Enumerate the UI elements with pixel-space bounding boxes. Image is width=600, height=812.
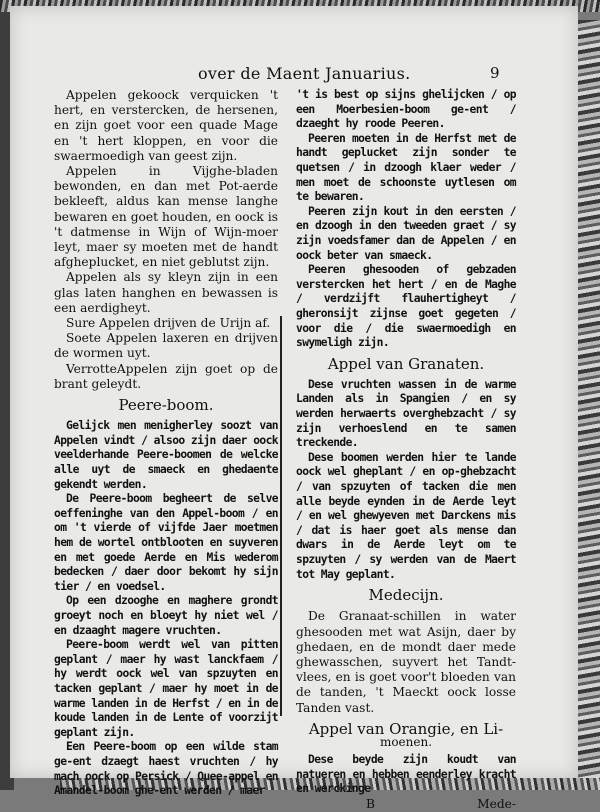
signature-mark: B bbox=[366, 797, 375, 812]
blackletter-paragraph: Peeren zijn kout in den eersten / en dzoogh in den tweeden graet / sy zijn voedsfamer dan de Appelen / en oock beter van smaeck. bbox=[296, 204, 516, 262]
blackletter-paragraph: Op een dzooghe en maghere grondt groeyt noch en bloeyt hy niet wel / en dzaaght magere vruchten. bbox=[54, 594, 278, 637]
blackletter-paragraph: Peeren moeten in de Herfst met de handt geplucket zijn sonder te quetsen / in dzoogh klaer weder / men moet de schoonste uytlesen om te bewaren. bbox=[296, 131, 516, 204]
catchword: Mede- bbox=[477, 797, 516, 812]
section-heading-peere-boom: Peere-boom. bbox=[118, 396, 214, 415]
paragraph: Appelen in Vijghe-bladen bewonden, en dan met Pot-aerde bekleeft, aldus kan mense langhe bewaren en goet houden, en oock is 't datmense in Wijn of Wijn-moer leyt, maer sy moeten met de handt afgheplucket, en niet geblutst zijn. bbox=[54, 164, 278, 270]
blackletter-paragraph: Gelijck men menigherley soozt van Appelen vindt / alsoo zijn daer oock veelderhande Peere-boomen de welcke alle uyt de smaeck en ghedaente gekendt werden. bbox=[54, 419, 278, 491]
blackletter-paragraph: Dese vruchten wassen in de warme Landen als in Spangien / en sy werden herwaerts overghebzacht / sy zijn verhoeslend en te samen treckende. bbox=[296, 377, 516, 450]
marbled-endpaper-right bbox=[578, 20, 600, 780]
section-subheading-orangie: moenen. bbox=[379, 735, 433, 750]
right-column bbox=[296, 88, 516, 812]
blackletter-paragraph: Dese beyde zijn koudt van natueren en hebben eenderley kracht en werckinge bbox=[296, 753, 516, 796]
blackletter-paragraph: Peeren ghesooden of gebzaden verstercken het hert / en de Maghe / verdzijft flauhertigheyt / gheronsijt zijnse goet gegeten / voor die / die swaermoedigh en swymeligh zijn. bbox=[296, 263, 516, 350]
page-footer bbox=[296, 797, 516, 812]
blackletter-paragraph: De Peere-boom begheert de selve oeffeninghe van den Appel-boom / en om 't vierde of vijfde Jaer moetmen hem de wortel ontblooten en suyveren en met goede Aerde en Mis wederom bedecken / daer door bekomt hy sijn tier / en voedsel. bbox=[54, 492, 278, 593]
paragraph: De Granaat-schillen in water ghesooden met wat Asijn, daer by ghedaen, en de mondt daer mede ghewasschen, suyvert het Tandt-vlees, en is goet voor't bloeden van de tanden, 't Maeckt oock losse Tanden vast. bbox=[296, 609, 516, 715]
section-heading-medecijn: Medecijn. bbox=[368, 586, 444, 605]
running-head: over de Maent Januarius. bbox=[198, 64, 411, 83]
blackletter-paragraph: Een Peere-boom op een wilde stam ge-ent dzaegt haest vruchten / hy mach oock op Persick / Quee-appel en Amandel-boom ghe-ent werden / maer bbox=[54, 740, 278, 798]
page-number: 9 bbox=[490, 64, 500, 82]
short-line: Soete Appelen laxeren en drijven de wormen uyt. bbox=[54, 331, 278, 361]
short-line: VerrotteAppelen zijn goet op de brant geleydt. bbox=[54, 361, 278, 391]
book-page bbox=[10, 6, 578, 812]
blackletter-paragraph: Peere-boom werdt wel van pitten geplant / maer hy wast lanckfaem / hy werdt oock wel van spzuyten en tacken geplant / maer hy moet in de warme landen in de Herfst / en in de koude landen in de Lente of voorzijt geplant zijn. bbox=[54, 638, 278, 739]
left-column bbox=[54, 88, 278, 799]
blackletter-paragraph: 't is best op sijns ghelijcken / op een Moerbesien-boom ge-ent / dzaeght hy roode Peeren. bbox=[296, 88, 516, 131]
short-line: Sure Appelen drijven de Urijn af. bbox=[66, 316, 271, 331]
paragraph: Appelen als sy kleyn zijn in een glas laten hanghen en bewassen is een aerdigheyt. bbox=[54, 270, 278, 315]
section-heading-granaten: Appel van Granaten. bbox=[327, 354, 485, 373]
paragraph: Appelen gekoock verquicken 't hert, en verstercken, de hersenen, en zijn goet voor een quade Mage en 't hert kloppen, en voor die swaermoedigh van geest zijn. bbox=[54, 88, 278, 163]
blackletter-paragraph: Dese boomen werden hier te lande oock wel gheplant / en op-ghebzacht / van spzuyten of tacken die men alle beyde eynden in de Aerde leyt / en wel ghewyeven met Darckens mis / dat is haer goet als mense dan dwars in de Aerde leyt om te spzuyten / sy werden van de Maert tot May geplant. bbox=[296, 450, 516, 581]
section-heading-orangie: Appel van Orangie, en Li- bbox=[308, 719, 504, 738]
column-rule bbox=[280, 316, 282, 716]
